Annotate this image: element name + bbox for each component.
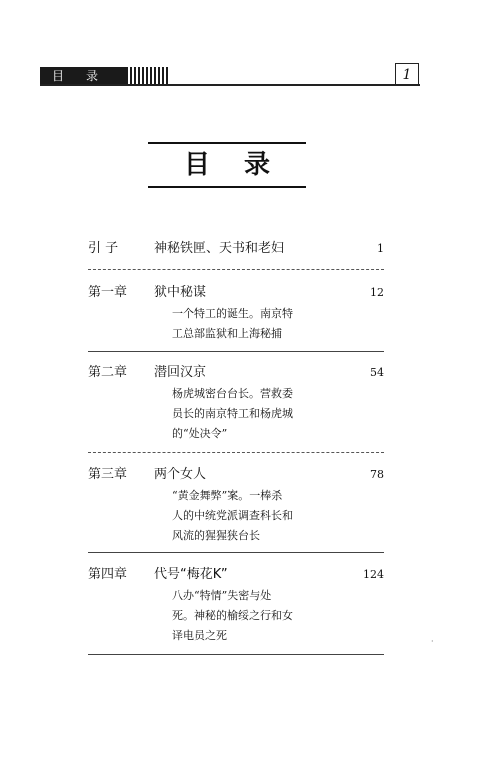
description-line: 工总部监狱和上海秘捕 xyxy=(172,327,282,340)
entry-description xyxy=(172,586,332,646)
description-line: 员长的南京特工和杨虎城 xyxy=(172,407,293,420)
description-line: 的“处决令” xyxy=(172,427,228,440)
header-rule xyxy=(40,84,420,86)
description-line: “黄金舞弊”案。一棒杀 xyxy=(172,489,283,502)
entry-label: 第三章 xyxy=(88,467,128,482)
running-header xyxy=(40,63,420,87)
entry-divider xyxy=(88,654,384,655)
entry-page-number: 124 xyxy=(363,568,384,581)
header-tab-label: 目录 xyxy=(40,67,132,85)
entry-page-number: 12 xyxy=(370,286,384,299)
title-top-rule xyxy=(148,142,306,144)
entry-description xyxy=(172,486,332,546)
entry-label: 第一章 xyxy=(88,285,128,300)
entry-title: 神秘铁匣、天书和老妇 xyxy=(154,241,285,256)
entry-label: 引 子 xyxy=(88,241,119,256)
entry-page-number: 54 xyxy=(370,366,384,379)
entry-label: 第四章 xyxy=(88,567,128,582)
entry-divider xyxy=(88,269,384,270)
entry-description xyxy=(172,384,332,444)
entry-page-number: 78 xyxy=(370,468,384,481)
toc-entry-chapter-3[interactable] xyxy=(88,464,384,542)
toc-entry-chapter-4[interactable] xyxy=(88,564,384,642)
description-line: 风流的猩猩狭台长 xyxy=(172,529,260,542)
entry-label: 第二章 xyxy=(88,365,128,380)
description-line: 八办“特情”失密与处 xyxy=(172,589,272,602)
entry-divider xyxy=(88,452,384,453)
entry-description xyxy=(172,304,332,344)
title-block xyxy=(148,142,306,188)
entry-title: 狱中秘谋 xyxy=(154,285,207,300)
margin-speck-mark: · xyxy=(431,637,434,646)
description-line: 一个特工的诞生。南京特 xyxy=(172,307,293,320)
description-line: 译电员之死 xyxy=(172,629,227,642)
entry-page-number: 1 xyxy=(377,242,384,255)
toc-entry-chapter-1[interactable] xyxy=(88,282,384,340)
description-line: 人的中统党派调查科长和 xyxy=(172,509,293,522)
title-bottom-rule xyxy=(148,186,306,188)
description-line: 杨虎城密台台长。营救委 xyxy=(172,387,293,400)
toc-entry-chapter-2[interactable] xyxy=(88,362,384,440)
entry-title: 潜回汉京 xyxy=(154,365,207,380)
entry-title: 两个女人 xyxy=(154,467,207,482)
header-stripe-decoration xyxy=(126,67,170,85)
page-number: 1 xyxy=(395,63,419,85)
entry-divider xyxy=(88,351,384,352)
entry-divider xyxy=(88,552,384,553)
page-title: 目录 xyxy=(183,150,304,180)
toc-entry-prologue[interactable] xyxy=(88,238,384,260)
description-line: 死。神秘的榆绥之行和女 xyxy=(172,609,293,622)
entry-title: 代号“梅花K” xyxy=(154,567,228,582)
